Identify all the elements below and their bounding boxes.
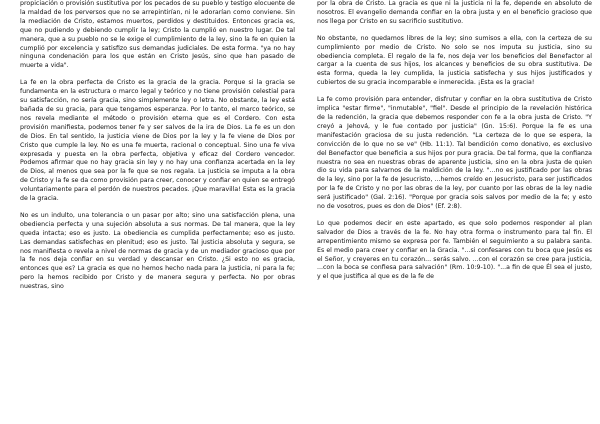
paragraph: Lo que podemos decir en este apartado, es que solo podemos responder al plan salvador de Dios a través de la fe. No hay otra forma o instrumento para tal fin. El arrepentimiento mismo se expresa por fe. También el seguimiento a su palabra santa. Es el medio para creer y confiar en la Gracia. "...si confesares con tu boca que Jesús es el Señor, y creyeres en tu corazón... serás salvo. ...con el corazón se cree para justicia, ...con la boca se confiesa para salvación" (Rm. 10:9-10). "...a fin de que Él sea el justo, y el que justifica al que es de la fe de xyxy=(317,219,592,281)
paragraph: No obstante, no quedamos libres de la ley; sino sumisos a ella, con la certeza de su cumplimiento por medio de Cristo. No solo se nos imputa su justicia, sino su obediencia completa. El regalo de la fe, nos deja ver los beneficios del Benefactor al cargar a la cuenta de sus hijos, los alcances y beneficios de su obra sustitutiva. De esta forma, queda la ley cumplida, la justicia satisfecha y sus hijos justificados y cubiertos de su gracia incomparable e inmerecida. ¡Esta es la gracia! xyxy=(317,34,592,87)
right-column xyxy=(317,0,592,290)
paragraph: La fe en la obra perfecta de Cristo es la gracia de la gracia. Porque si la gracia se fundamenta en la estructura o marco legal y teórico y no tiene provisión celestial para su satisfacción, no sería gracia, sino simplemente ley o letra. No obstante, la ley está bañada de su gracia, para que tengamos esperanza. Por lo tanto, el marco teórico, se nos revela mediante el método o provisión eterna que es el Cordero. Con esta provisión manifiesta, podemos tener fe y ser salvos de la ira de Dios. La fe es un don de Dios. En tal sentido, la justicia viene de Dios por la ley y la fe viene de Dios por Cristo que cumple la ley. No es una fe muerta, racional o conceptual. Sino una fe viva expresada y puesta en la obra perfecta, objetiva y eficaz del Cordero vencedor. Podemos afirmar que no hay gracia sin ley y no hay una confianza acertada en la ley de Dios, al menos que sea por la fe que se nos regala. La justicia se imputa a la obra de Cristo y la fe se da como provisión para creer, conocer y confiar en quien se entregó voluntariamente para el perdón de nuestros pecados. ¡Que maravilla! Esta es la gracia de la gracia. xyxy=(20,79,295,203)
left-column xyxy=(20,0,295,300)
paragraph: La fe como provisión para entender, disfrutar y confiar en la obra sustitutiva de Cristo implica "estar firme", "inmutable", "fiel". Desde el principio de la revelación histórica de la redención, la gracia que debemos responder con fe a la obra justa de Cristo. "Y creyó a Jehová, y le fue contado por justicia" (Gn. 15:6). Porque la fe es una manifestación graciosa de su justa redención. "La certeza de lo que se espera, la convicción de lo que no se ve" (Hb. 11:1). Tal bendición como donativo, es exclusivo del Benefactor que beneficia a sus hijos por pura gracia. De tal forma, que la confianza nuestra no sea en nuestras obras de aparente justicia, sino en la obra justa de quien dio su vida para salvarnos de la maldición de la ley. "...no es justificado por las obras de la ley, sino por la fe de Jesucristo, ...hemos creído en Jesucristo, para ser justificados por la fe de Cristo y no por las obras de la ley, por cuanto por las obras de la ley nadie será justificado" (Gal. 2:16). "Porque por gracia sois salvos por medio de la fe; y esto no de vosotros, pues es don de Dios" (Ef. 2:8). xyxy=(317,96,592,211)
paragraph: No es un indulto, una tolerancia o un pasar por alto; sino una satisfacción plena, una obediencia perfecta y una sujeción absoluta a sus normas. De tal manera, que la ley queda intacta; eso es justo. La obediencia es cumplida perfectamente; eso es justo. Las demandas satisfechas en plenitud; eso es justo. Tal justicia absoluta y segura, se nos manifiesta o revela a nivel de normas de gracia y de un mediador gracioso que por la fe nos deja confiar en su verdad y descansar en Cristo. ¿Si esto no es gracia, entonces que es? La gracia es que no hemos hecho nada para la justicia, ni para la fe; pero la hemos recibido por Cristo y de manera segura y perfecta. No por obras nuestras, sino xyxy=(20,211,295,291)
paragraph: propiciación o provisión sustitutiva por los pecados de su pueblo y testigo elocuente de la maldad de los perversos que no se arrepintirían, ni le adorarían como conviene. Sin la mediación de Cristo, estamos muertos, perdidos y destituidos. Entonces gracia es, que no pudiendo y debiendo cumplir la ley; Cristo la cumplió en nuestro lugar. De tal manera, que a su pueblo no se le exige el cumplimiento de la ley, sino la fe en quien la cumplió por excelencia y satisfizo sus demandas judiciales. De esta forma. "ya no hay ninguna condenación para los que están en Cristo Jesús, sino que han pasado de muerte a vida". xyxy=(20,0,295,70)
paragraph: por la obra de Cristo. La gracia es que ni la justicia ni la fe, depende en absoluto de nosotros. El evangelio demanda confiar en la obra justa y en el beneficio gracioso que nos llega por Cristo en su sacrificio sustitutivo. xyxy=(317,0,592,25)
